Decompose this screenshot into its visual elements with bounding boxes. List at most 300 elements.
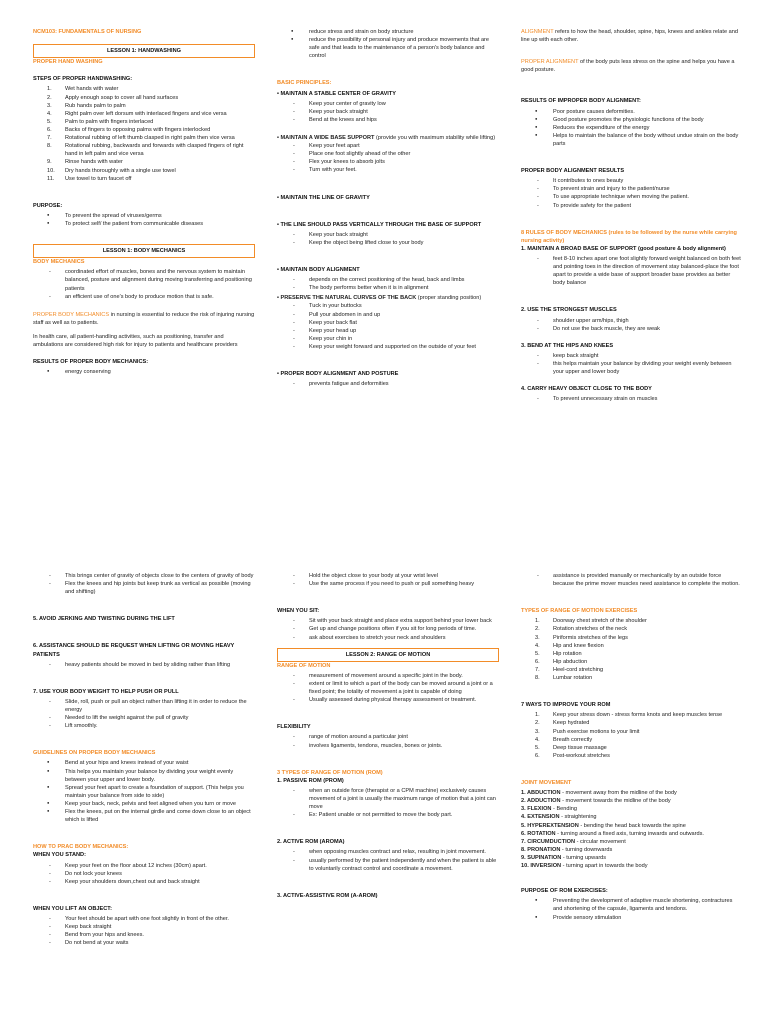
- item-text: feet 8-10 inches apart one foot slightly forward weight balanced on both feet and pointing toes in the direction of movement stay balanced-place the foot apart to provide a wide base of support broader base provides as better body balance: [553, 255, 741, 287]
- item-number: 3.: [47, 102, 52, 109]
- item-number: 2.: [535, 720, 540, 727]
- dash-marker: -: [293, 277, 295, 284]
- page-bottom-half: [0, 512, 768, 1024]
- list-item: [277, 231, 499, 239]
- dash-marker: -: [293, 335, 295, 342]
- item-text: energy conserving: [65, 369, 111, 376]
- heading: WHEN YOU STAND:: [33, 852, 86, 859]
- item-number: 3.: [535, 728, 540, 735]
- list-item: [277, 166, 499, 174]
- item-text: Preventing the development of adaptive muscle shortening, contractures and shortening of the capsule, ligaments and tendons.: [553, 898, 733, 913]
- dash-marker: -: [293, 231, 295, 238]
- item-text: Ex: Patient unable or not permitted to move the body part.: [309, 812, 453, 819]
- item-number: 1.: [535, 712, 540, 719]
- item-text: Keep your back straight: [309, 231, 368, 238]
- lesson-heading: LESSON 1: HANDWASHING: [33, 44, 255, 58]
- list-item: [277, 335, 499, 343]
- dash-list: [521, 317, 743, 333]
- movement-term: 1. ABDUCTION: [521, 790, 561, 797]
- item-text: usually performed by the patient independently and when the patient is able to voluntarily contract control and coordinate a movement.: [309, 857, 497, 872]
- dash-marker: -: [49, 924, 51, 931]
- bullet-marker: ●: [535, 107, 538, 113]
- list-item: [521, 177, 743, 185]
- list-item: [33, 661, 255, 669]
- item-text: reduce stress and strain on body structure: [309, 29, 414, 35]
- bullet-marker: ●: [47, 211, 50, 217]
- item-text: range of motion around a particular joint: [309, 734, 408, 741]
- item-text: Keep your chin in: [309, 335, 353, 342]
- dash-marker: -: [293, 634, 295, 641]
- bullet-marker: ●: [47, 368, 50, 374]
- dash-list: [521, 177, 743, 209]
- dash-marker: -: [293, 108, 295, 115]
- howto-heading: HOW TO PRAC BODY MECHANICS:: [33, 844, 129, 851]
- results-list: [33, 368, 255, 376]
- item-text: The body performs better when it is in alignment: [309, 285, 429, 292]
- item-text: when opposing muscles contract and relax, resulting in joint movement.: [309, 849, 486, 856]
- item-text: Piriformis stretches of the legs: [553, 634, 628, 641]
- item-text: Rotational rubbing, backwards and forwards with clasped fingers of right hand in left palm and vice versa: [65, 143, 244, 158]
- item-text: Keep your back, neck, pelvis and feet aligned when you turn or move: [65, 800, 237, 807]
- list-item: [521, 674, 743, 682]
- list-item: [33, 580, 255, 596]
- list-item: [521, 124, 743, 132]
- item-text: Good posture promotes the physiologic functions of the body: [553, 116, 704, 123]
- dash-marker: -: [49, 932, 51, 939]
- movement-definition: - Bending: [551, 806, 577, 813]
- list-item: [521, 711, 743, 719]
- item-text: shoulder upper arm/hips, thigh: [553, 317, 629, 324]
- movement-definition: - bending the head back towards the spine: [578, 822, 686, 829]
- principle-heading: • PROPER BODY ALIGNMENT AND POSTURE: [277, 371, 399, 378]
- bullet-marker: ●: [291, 28, 294, 33]
- list-item: [521, 897, 743, 913]
- dash-marker: -: [293, 143, 295, 150]
- dash-list: [33, 661, 255, 669]
- list-item: [33, 931, 255, 939]
- heading: 7 WAYS TO IMPROVE YOUR ROM: [521, 702, 611, 709]
- list-item: [33, 102, 255, 110]
- list-item: [277, 380, 499, 388]
- movement-definition: - turning upwards: [561, 854, 607, 861]
- rule-heading: 6. ASSISTANCE SHOULD BE REQUEST WHEN LIFTING OR MOVING HEAVY PATIENTS: [33, 643, 235, 658]
- dash-list: [277, 231, 499, 247]
- list-item: [277, 343, 499, 351]
- dash-list: [277, 572, 499, 588]
- item-text: when an outside force (therapist or a CPM machine) exclusively causes movement of a joint is usually the maximum range of motion that a joint can move: [309, 787, 496, 811]
- heading: PURPOSE OF ROM EXERCISES:: [521, 888, 608, 895]
- dash-marker: -: [537, 325, 539, 332]
- joint-movement-item: [521, 830, 743, 838]
- dash-marker: -: [293, 239, 295, 246]
- list-item: [521, 193, 743, 201]
- list-item: [33, 158, 255, 166]
- list-item: [521, 317, 743, 325]
- item-text: Flex the knees, put on the internal girdle and come down close to an object which is lifted: [65, 809, 251, 824]
- item-text: Apply enough soap to cover all hand surfaces: [65, 94, 179, 101]
- list-item: [521, 744, 743, 752]
- item-text: To prevent strain and injury to the patient/nurse: [553, 186, 670, 193]
- dash-marker: -: [537, 573, 539, 579]
- paragraph: ALIGNMENT refers to how the head, shoulder, spine, hips, knees and ankles relate and line up with each other.: [521, 29, 738, 44]
- item-text: Flex the knees and hip joints but keep trunk as vertical as possible (moving and shifting): [65, 581, 251, 596]
- list-item: [277, 580, 499, 588]
- rule-heading: 5. AVOID JERKING AND TWISTING DURING THE LIFT: [33, 616, 175, 623]
- list-item: [277, 239, 499, 247]
- bullet-list: [521, 108, 743, 149]
- rule-heading: 2. USE THE STRONGEST MUSCLES: [521, 307, 617, 314]
- list-item: [277, 811, 499, 819]
- item-text: Keep your stress down - stress forms knots and keep muscles tense: [553, 712, 723, 719]
- item-text: Keep back straight: [65, 924, 112, 931]
- item-number: 5.: [535, 650, 540, 657]
- bullet-marker: ●: [535, 131, 538, 137]
- item-text: Heel-cord stretching: [553, 666, 604, 673]
- list-item: [521, 736, 743, 744]
- item-text: Lift smoothly.: [65, 723, 98, 730]
- bullet-marker: ●: [535, 913, 538, 919]
- bullet-list: [521, 897, 743, 921]
- movement-definition: - straightening: [559, 814, 597, 821]
- list-item: [521, 650, 743, 658]
- item-text: Pull your abdomen in and up: [309, 311, 381, 318]
- item-text: Keep your feet on the floor about 12 inches (30cm) apart.: [65, 862, 207, 869]
- principle-heading: • MAINTAIN A STABLE CENTER OF GRAVITY: [277, 90, 397, 97]
- dash-marker: -: [293, 680, 295, 687]
- movement-term: 4. EXTENSION: [521, 814, 560, 821]
- list-item: [33, 923, 255, 931]
- list-item: [277, 142, 499, 150]
- item-number: 4.: [47, 110, 52, 117]
- list-item: [33, 94, 255, 102]
- list-item: [521, 185, 743, 193]
- dash-marker: -: [293, 626, 295, 633]
- list-item: [277, 150, 499, 158]
- joint-movement-item: [521, 822, 743, 830]
- dash-marker: -: [293, 697, 295, 704]
- item-text: this helps maintain your balance by dividing your weight evenly between your upper and lower body: [553, 360, 732, 376]
- item-text: This brings center of gravity of objects close to the centers of gravity of body: [65, 573, 254, 579]
- list-item: [277, 100, 499, 108]
- list-item: [33, 759, 255, 767]
- list-item: [33, 768, 255, 784]
- item-text: Spread your feet apart to create a foundation of support. (This helps you maintain your balance from side to side): [65, 784, 244, 799]
- item-text: This helps you maintain your balance by dividing your weight evenly between your upper and lower body.: [65, 768, 234, 783]
- item-text: Deep tissue massage: [553, 744, 607, 751]
- list-item: [33, 915, 255, 923]
- list-item: [277, 857, 499, 873]
- item-text: Hip abduction: [553, 658, 588, 665]
- item-text: Keep hydrated: [553, 720, 590, 727]
- list-item: [277, 158, 499, 166]
- list-item: [521, 719, 743, 727]
- list-item: [33, 800, 255, 808]
- steps-list: [33, 85, 255, 182]
- item-text: coordinated effort of muscles, bones and the nervous system to maintain balanced, posture and alignment during moving transferring and positioning patients: [65, 269, 252, 292]
- list-item: [277, 327, 499, 335]
- list-item: [521, 658, 743, 666]
- item-text: Reduces the expenditure of the energy: [553, 124, 650, 131]
- dash-marker: -: [293, 311, 295, 318]
- rom-type-heading: 1. PASSIVE ROM (PROM): [277, 777, 344, 784]
- item-text: Keep your back flat: [309, 319, 357, 326]
- joint-movement-item: [521, 854, 743, 862]
- item-text: Slide, roll, push or pull an object rather than lifting it in order to reduce the energy: [65, 698, 247, 713]
- item-text: ask about exercises to stretch your neck and shoulders: [309, 634, 446, 641]
- dash-marker: -: [537, 317, 539, 324]
- item-text: Use towel to turn faucet off: [65, 175, 132, 182]
- list-item: [521, 352, 743, 360]
- movement-definition: - movement towards the midline of the body: [560, 798, 671, 805]
- heading: JOINT MOVEMENT: [521, 779, 572, 786]
- principle-heading: • MAINTAIN BODY ALIGNMENT: [277, 266, 360, 273]
- item-text: Hold the object close to your body at your wrist level: [309, 573, 439, 579]
- item-text: Keep your feet apart: [309, 143, 360, 150]
- rule-heading: 3. BEND AT THE HIPS AND KNEES: [521, 342, 614, 349]
- list-item: [521, 666, 743, 674]
- list-item: [33, 220, 255, 228]
- item-text: Needed to lift the weight against the pull of gravity: [65, 715, 189, 722]
- column-5: [277, 572, 499, 902]
- list-item: [521, 325, 743, 333]
- bullet-marker: ●: [535, 897, 538, 903]
- list-item: [277, 625, 499, 633]
- rom-type-heading: 3. ACTIVE-ASSISTIVE ROM (A-AROM): [277, 892, 378, 899]
- dash-marker: -: [49, 940, 51, 947]
- list-item: [33, 134, 255, 142]
- heading: RESULTS OF PROPER BODY MECHANICS:: [33, 359, 149, 366]
- item-number: 7.: [47, 135, 52, 142]
- item-text: It contributes to ones beauty: [553, 178, 624, 185]
- list-item: [277, 302, 499, 310]
- dash-list: [277, 733, 499, 749]
- dash-list: [33, 698, 255, 730]
- heading: WHEN YOU LIFT AN OBJECT:: [33, 905, 112, 912]
- lesson-heading: LESSON 1: BODY MECHANICS: [33, 244, 255, 258]
- item-number: 7.: [535, 666, 540, 673]
- item-text: Sit with your back straight and place extra support behind your lower back: [309, 618, 492, 625]
- list-item: [277, 36, 499, 60]
- dash-list: [521, 395, 743, 403]
- item-text: prevents fatigue and deformities: [309, 381, 389, 388]
- item-number: 5.: [535, 744, 540, 751]
- item-text: Bend at the knees and hips: [309, 116, 377, 123]
- item-text: Use the same process if you need to push or pull something heavy: [309, 581, 475, 588]
- item-text: Helps to maintain the balance of the body without undue strain on the body parts: [553, 132, 739, 147]
- column-2: [277, 28, 499, 390]
- dash-marker: -: [293, 151, 295, 158]
- item-text: Backs of fingers to opposing palms with fingers interlocked: [65, 126, 211, 133]
- dash-marker: -: [537, 352, 539, 359]
- item-number: 6.: [535, 752, 540, 759]
- list-item: [33, 784, 255, 800]
- list-item: [277, 634, 499, 642]
- item-text: an efficient use of one's body to produce motion that is safe.: [65, 293, 214, 300]
- bullet-list: [277, 28, 499, 60]
- bullet-marker: ●: [535, 115, 538, 121]
- list-item: [521, 255, 743, 287]
- section-label: RANGE OF MOTION: [277, 662, 331, 669]
- paragraph: PROPER BODY MECHANICS in nursing is essential to reduce the risk of injuring nursing staff as well as to patients.: [33, 311, 255, 326]
- dash-list: [33, 915, 255, 947]
- item-text: reduce the possibility of personal injury and produce movements that are safe and that leads to the maintenance of a person's body balance and control: [309, 37, 490, 60]
- heading: BASIC PRINCIPLES:: [277, 80, 332, 87]
- column-1: [33, 28, 255, 378]
- item-text: Provide sensory stimulation: [553, 914, 622, 921]
- numbered-list: [521, 617, 743, 682]
- dash-marker: -: [49, 661, 51, 668]
- item-text: measurement of movement around a specific joint in the body.: [309, 672, 463, 679]
- dash-list: [521, 352, 743, 376]
- dash-marker: -: [49, 573, 51, 579]
- heading: PROPER BODY ALIGNMENT RESULTS: [521, 168, 625, 175]
- joint-movement-item: [521, 813, 743, 821]
- item-text: Your feet should be apart with one foot slightly in front of the other.: [65, 915, 229, 922]
- item-number: 2.: [47, 94, 52, 101]
- item-number: 9.: [47, 159, 52, 166]
- list-item: [33, 808, 255, 824]
- joint-movement-item: [521, 797, 743, 805]
- list-item: [33, 368, 255, 376]
- dash-marker: -: [293, 573, 295, 579]
- dash-list: [277, 276, 499, 292]
- list-item: [277, 116, 499, 124]
- list-item: [33, 293, 255, 301]
- bullet-marker: ●: [291, 36, 294, 42]
- item-text: To prevent the spread of viruses/germs: [65, 212, 162, 219]
- principle-heading: • THE LINE SHOULD PASS VERTICALLY THROUGH THE BASE OF SUPPORT: [277, 221, 482, 228]
- item-text: Do not bend at your waits: [65, 940, 129, 947]
- dash-marker: -: [293, 167, 295, 174]
- movement-definition: - turning around a fixed axis, turning inwards and outwards.: [555, 830, 704, 837]
- item-text: Turn with your feet.: [309, 167, 357, 174]
- dash-marker: -: [293, 734, 295, 741]
- item-text: Post-workout stretches: [553, 752, 610, 759]
- dash-marker: -: [537, 186, 539, 193]
- item-text: Breath correctly: [553, 736, 593, 743]
- dash-marker: -: [537, 396, 539, 403]
- dash-list: [277, 142, 499, 174]
- dash-marker: -: [293, 319, 295, 326]
- list-item: [521, 395, 743, 403]
- item-text: Do not lock your knees: [65, 870, 122, 877]
- item-text: Right palm over left dorsum with interlaced fingers and vice versa: [65, 110, 227, 117]
- movement-term: 10. INVERSION: [521, 863, 562, 870]
- column-6: [521, 572, 743, 924]
- definition-list: [33, 268, 255, 300]
- item-text: To use appropriate technique when moving the patient.: [553, 194, 689, 201]
- item-text: Palm to palm with fingers interlaced: [65, 118, 154, 125]
- joint-movement-item: [521, 838, 743, 846]
- list-item: [521, 752, 743, 760]
- purpose-list: [33, 212, 255, 228]
- item-number: 5.: [47, 118, 52, 125]
- joint-movement-item: [521, 862, 743, 870]
- dash-marker: -: [49, 862, 51, 869]
- list-item: [277, 617, 499, 625]
- movement-term: 9. SUPINATION: [521, 854, 562, 861]
- bullet-marker: ●: [47, 759, 50, 765]
- item-text: Bend from your hips and knees.: [65, 932, 144, 939]
- list-item: [33, 722, 255, 730]
- dash-list: [277, 787, 499, 819]
- list-item: [33, 714, 255, 722]
- item-text: Keep your back straight: [309, 108, 368, 115]
- dash-marker: -: [49, 581, 51, 588]
- heading: RESULTS OF IMPROPER BODY ALIGNMENT:: [521, 98, 641, 105]
- list-item: [277, 696, 499, 704]
- list-item: [277, 572, 499, 580]
- item-text: Hip rotation: [553, 650, 582, 657]
- dash-marker: -: [293, 159, 295, 166]
- list-item: [521, 625, 743, 633]
- list-item: [277, 319, 499, 327]
- joint-movement-item: [521, 846, 743, 854]
- dash-marker: -: [293, 116, 295, 123]
- bullet-marker: ●: [535, 123, 538, 129]
- movement-definition: - movement away from the midline of the body: [560, 790, 677, 797]
- dash-list: [277, 380, 499, 388]
- item-text: Keep the object being lifted close to your body: [309, 239, 424, 246]
- column-3: [521, 28, 743, 405]
- dash-marker: -: [293, 849, 295, 856]
- list-item: [277, 276, 499, 284]
- movement-term: 7. CIRCUMDUCTION: [521, 838, 576, 845]
- heading: FLEXIBILITY: [277, 724, 311, 731]
- list-item: [33, 698, 255, 714]
- list-item: [521, 617, 743, 625]
- item-text: Poor posture causes deformities.: [553, 108, 635, 115]
- dash-marker: -: [293, 581, 295, 588]
- rule-heading: 7. USE YOUR BODY WEIGHT TO HELP PUSH OR PULL: [33, 688, 179, 695]
- bullet-marker: ●: [47, 799, 50, 805]
- item-number: 8.: [535, 675, 540, 682]
- item-text: Hip and knee flexion: [553, 642, 604, 649]
- lesson-heading: LESSON 2: RANGE OF MOTION: [277, 648, 499, 662]
- dash-list: [277, 617, 499, 641]
- item-number: 2.: [535, 626, 540, 633]
- dash-marker: -: [293, 381, 295, 388]
- dash-list: [277, 100, 499, 124]
- item-number: 4.: [535, 642, 540, 649]
- list-item: [33, 268, 255, 292]
- item-text: Get up and change positions often if you sit for long periods of time.: [309, 626, 477, 633]
- item-text: Rotational rubbing of left thumb clasped in right palm then vice versa: [65, 135, 235, 142]
- dash-marker: -: [293, 343, 295, 350]
- list-item: [33, 175, 255, 183]
- bullet-list: [33, 759, 255, 824]
- list-item: [277, 733, 499, 741]
- section-label: BODY MECHANICS: [33, 259, 85, 266]
- dash-marker: -: [49, 870, 51, 877]
- movement-definition: - turning downwards: [560, 846, 613, 853]
- bullet-marker: ●: [47, 783, 50, 789]
- list-item: [277, 311, 499, 319]
- dash-marker: -: [49, 715, 51, 722]
- dash-marker: -: [293, 285, 295, 292]
- list-item: [33, 118, 255, 126]
- list-item: [33, 870, 255, 878]
- item-text: To provide safety for the patient: [553, 202, 632, 209]
- item-text: assistance is provided manually or mechanically by an outside force because the prime mover muscles need assistance to complete the motion.: [553, 573, 740, 588]
- course-title: NCM103: FUNDAMENTALS OF NURSING: [33, 29, 142, 35]
- list-item: [521, 572, 743, 588]
- dash-marker: -: [537, 360, 539, 367]
- dash-list: [277, 302, 499, 351]
- list-item: [277, 848, 499, 856]
- movement-definition: - turning apart in towards the body: [561, 863, 648, 870]
- joint-movement-list: [521, 789, 743, 870]
